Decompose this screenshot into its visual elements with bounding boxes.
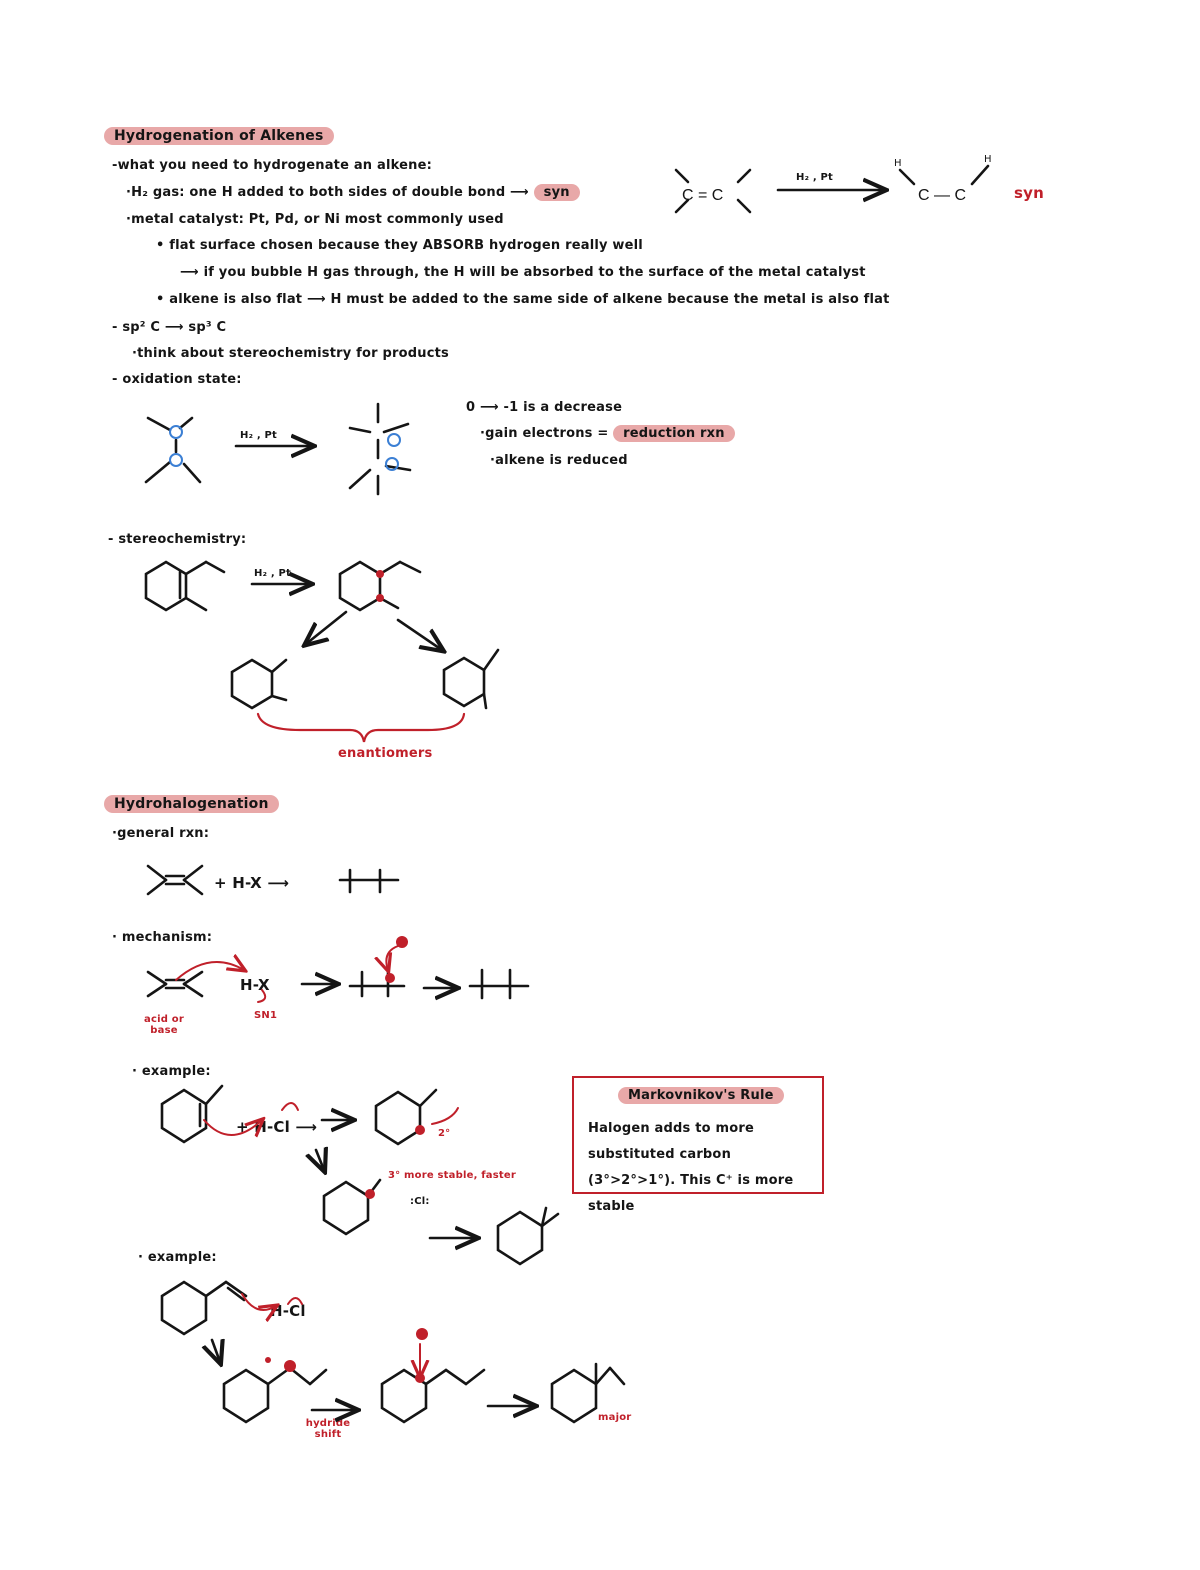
cl-ion: :Cl:: [410, 1196, 430, 1207]
alkene-reduced-line: ·alkene is reduced: [490, 453, 628, 468]
example2-line: · example:: [138, 1250, 217, 1265]
flat-surface-line: • flat surface chosen because they ABSORB hydrogen really well: [156, 238, 643, 253]
rule-title: Markovnikov's Rule: [618, 1088, 784, 1103]
pass-through-line: ⟶ if you bubble H gas through, the H will be absorbed to the surface of the metal catalyst: [180, 265, 866, 280]
alkene-scheme: [676, 154, 992, 212]
general-rxn: [148, 866, 398, 894]
stereo-products-line: ·think about stereochemistry for products: [132, 346, 449, 361]
general-rxn-text: + H-X ⟶: [214, 874, 290, 892]
rule-text: Halogen adds to more substituted carbon (3°>2°>1°). This C⁺ is more stable: [588, 1121, 794, 1214]
stereochem-line: - stereochemistry:: [108, 532, 247, 547]
need-line: -what you need to hydrogenate an alkene:: [112, 158, 432, 173]
mech-hx: H-X: [240, 976, 270, 994]
metal-catalyst-line: ·metal catalyst: Pt, Pd, or Ni most commonly used: [126, 212, 504, 227]
oxidation-state-line: - oxidation state:: [112, 372, 242, 387]
major-label: major: [598, 1412, 632, 1423]
ox-reagent: H₂ , Pt: [240, 430, 278, 441]
deg3-label: 3° more stable, faster: [388, 1170, 516, 1181]
svg-text:H: H: [894, 158, 902, 169]
mechanism-line: · mechanism:: [112, 930, 213, 945]
oxidation-molecules: [146, 404, 410, 494]
stereochem-reaction: [146, 562, 498, 742]
sp2-sp3-line: - sp² C ⟶ sp³ C: [112, 320, 227, 335]
scheme-reagent: H₂ , Pt: [796, 172, 834, 183]
example1-drawing: [162, 1086, 558, 1264]
gain-electrons-line: ·gain electrons = reduction rxn: [480, 426, 735, 441]
svg-text:H: H: [984, 154, 992, 165]
ox-change: 0 ⟶ -1 is a decrease: [466, 400, 623, 415]
sn1-note: SN1: [254, 1010, 278, 1021]
ex1-hcl: + H-Cl ⟶: [236, 1118, 318, 1136]
example2-drawing: [162, 1282, 624, 1422]
enantiomers-label: enantiomers: [338, 746, 433, 761]
hydride-shift-note: hydride shift: [305, 1418, 351, 1440]
svg-text:C — C: C — C: [918, 187, 966, 204]
ex2-hcl: H-Cl: [270, 1302, 306, 1320]
alkene-flat-line: • alkene is also flat ⟶ H must be added to the same side of alkene because the metal is also flat: [156, 292, 890, 307]
syn-tag: syn: [534, 184, 580, 201]
hydrohalogenation-title: Hydrohalogenation: [104, 796, 279, 812]
general-line: ·general rxn:: [112, 826, 210, 841]
example1-line: · example:: [132, 1064, 211, 1079]
mechanism-drawing: [148, 946, 528, 1002]
stereo-reagent: H₂ , Pt: [254, 568, 292, 579]
reduction-tag: reduction rxn: [613, 425, 735, 442]
hydrogenation-title: Hydrogenation of Alkenes: [104, 128, 334, 144]
deg2-label: 2°: [438, 1128, 451, 1139]
scheme-syn-label: syn: [1014, 184, 1044, 202]
svg-text:C = C: C = C: [682, 187, 724, 204]
acid-base-note: acid or base: [144, 1014, 184, 1036]
h2-gas-line: ·H₂ gas: one H added to both sides of double bond ⟶ syn: [126, 185, 580, 200]
